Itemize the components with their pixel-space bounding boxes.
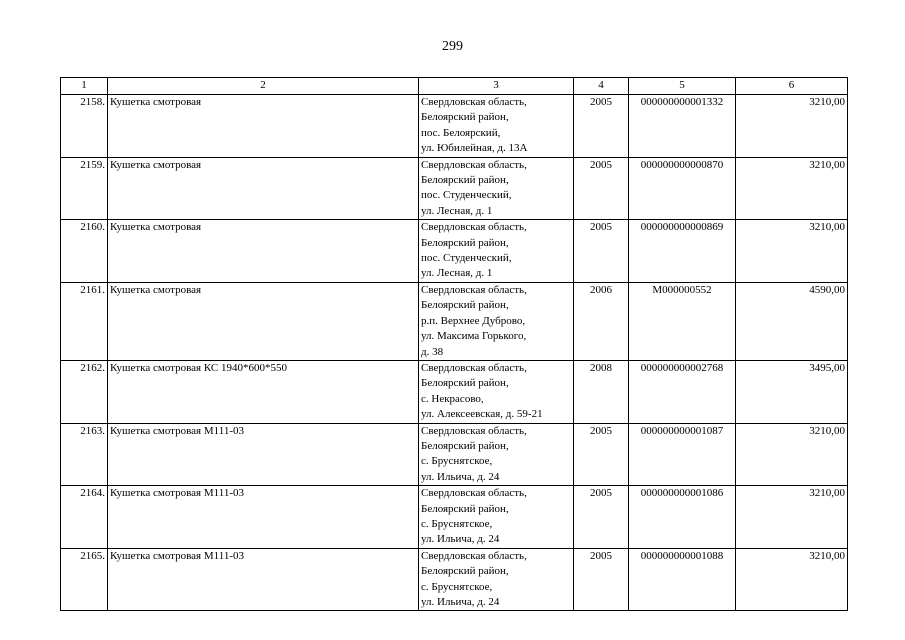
address-line: Свердловская область, (421, 549, 527, 562)
item-cost: 3495,00 (736, 360, 848, 423)
address-line: Белоярский район, (421, 299, 509, 312)
row-number: 2160. (61, 220, 108, 283)
item-address (419, 486, 574, 549)
item-year: 2005 (574, 95, 629, 158)
address-line: Свердловская область, (421, 96, 527, 108)
item-address (419, 423, 574, 486)
address-line: с. Бруснятское, (421, 455, 493, 468)
address-line: Свердловская область, (421, 283, 527, 296)
item-inventory-number: 000000000001087 (629, 423, 736, 486)
item-name: Кушетка смотровая (108, 95, 419, 158)
item-inventory-number: 000000000001332 (629, 95, 736, 158)
row-number: 2159. (61, 157, 108, 220)
column-header-inventory-number: 5 (629, 78, 736, 95)
item-name: Кушетка смотровая (108, 282, 419, 360)
item-year: 2005 (574, 157, 629, 220)
row-number: 2163. (61, 423, 108, 486)
address-line: пос. Студенческий, (421, 252, 512, 265)
item-inventory-number: 000000000001088 (629, 548, 736, 611)
address-line: ул. Ильича, д. 24 (421, 533, 500, 546)
item-name: Кушетка смотровая (108, 220, 419, 283)
address-line: ул. Юбилейная, д. 13А (421, 142, 528, 155)
item-name: Кушетка смотровая М111-03 (108, 423, 419, 486)
address-line: Белоярский район, (421, 439, 509, 452)
item-name: Кушетка смотровая М111-03 (108, 486, 419, 549)
address-line: Белоярский район, (421, 111, 509, 124)
item-cost: 3210,00 (736, 220, 848, 283)
address-line: Свердловская область, (421, 487, 527, 500)
address-line: Свердловская область, (421, 424, 527, 437)
address-line: Свердловская область, (421, 221, 527, 234)
address-line: Белоярский район, (421, 377, 509, 390)
row-number: 2162. (61, 360, 108, 423)
item-address (419, 157, 574, 220)
table-row (61, 360, 848, 423)
address-line: Свердловская область, (421, 158, 527, 171)
item-cost: 3210,00 (736, 157, 848, 220)
address-line: р.п. Верхнее Дуброво, (421, 314, 526, 327)
item-cost: 3210,00 (736, 95, 848, 158)
column-header-name: 2 (108, 78, 419, 95)
column-header-cost: 6 (736, 78, 848, 95)
item-inventory-number: 000000000001086 (629, 486, 736, 549)
item-year: 2006 (574, 282, 629, 360)
table-row (61, 157, 848, 220)
row-number: 2165. (61, 548, 108, 611)
item-address (419, 548, 574, 611)
row-number: 2161. (61, 282, 108, 360)
address-line: ул. Максима Горького, (421, 330, 527, 343)
address-line: с. Бруснятское, (421, 580, 493, 593)
address-line: Белоярский район, (421, 236, 509, 249)
table-row (61, 486, 848, 549)
item-cost: 3210,00 (736, 548, 848, 611)
table-row (61, 548, 848, 611)
table-header-row (61, 78, 848, 95)
address-line: Белоярский район, (421, 502, 509, 515)
item-name: Кушетка смотровая КС 1940*600*550 (108, 360, 419, 423)
item-year: 2005 (574, 486, 629, 549)
item-year: 2005 (574, 423, 629, 486)
item-inventory-number: 000000000000870 (629, 157, 736, 220)
address-line: Белоярский район, (421, 174, 509, 187)
column-header-number: 1 (61, 78, 108, 95)
item-year: 2005 (574, 548, 629, 611)
table-body (61, 95, 848, 611)
address-line: ул. Лесная, д. 1 (421, 204, 493, 217)
row-number: 2164. (61, 486, 108, 549)
table-row (61, 282, 848, 360)
item-address (419, 282, 574, 360)
item-cost: 3210,00 (736, 486, 848, 549)
page-number: 299 (442, 39, 463, 54)
item-address (419, 360, 574, 423)
item-name: Кушетка смотровая (108, 157, 419, 220)
address-line: д. 38 (421, 345, 444, 358)
address-line: ул. Лесная, д. 1 (421, 267, 493, 280)
item-address (419, 95, 574, 158)
address-line: Белоярский район, (421, 565, 509, 578)
column-header-address: 3 (419, 78, 574, 95)
item-cost: 4590,00 (736, 282, 848, 360)
item-inventory-number: 000000000002768 (629, 360, 736, 423)
item-year: 2005 (574, 220, 629, 283)
table-row (61, 220, 848, 283)
address-line: ул. Алексеевская, д. 59-21 (421, 408, 543, 421)
address-line: с. Некрасово, (421, 392, 484, 405)
address-line: ул. Ильича, д. 24 (421, 470, 500, 483)
item-inventory-number: М000000552 (629, 282, 736, 360)
property-registry-table (60, 77, 848, 611)
address-line: с. Бруснятское, (421, 517, 493, 530)
item-inventory-number: 000000000000869 (629, 220, 736, 283)
address-line: Свердловская область, (421, 361, 527, 374)
address-line: пос. Студенческий, (421, 189, 512, 202)
item-year: 2008 (574, 360, 629, 423)
row-number: 2158. (61, 95, 108, 158)
table-row (61, 95, 848, 158)
item-cost: 3210,00 (736, 423, 848, 486)
item-address (419, 220, 574, 283)
address-line: ул. Ильича, д. 24 (421, 596, 500, 608)
address-line: пос. Белоярский, (421, 126, 501, 139)
item-name: Кушетка смотровая М111-03 (108, 548, 419, 611)
table-row (61, 423, 848, 486)
column-header-year: 4 (574, 78, 629, 95)
